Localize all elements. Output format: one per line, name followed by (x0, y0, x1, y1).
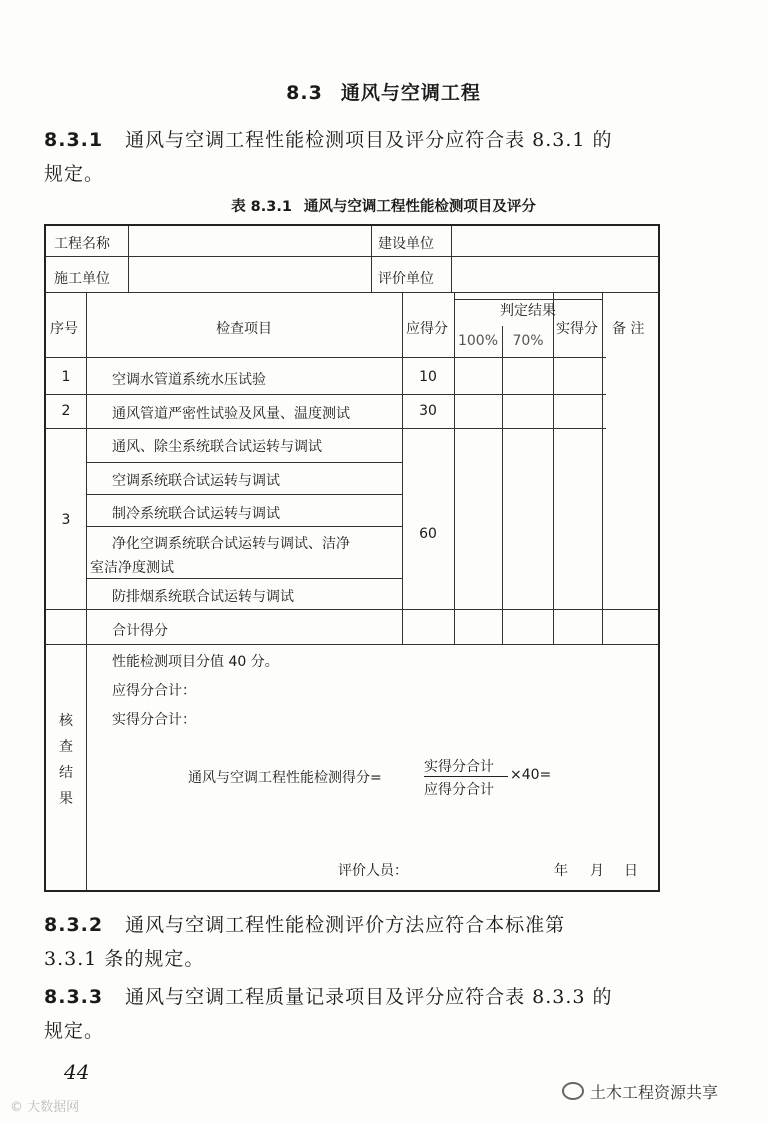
clause-number: 8.3.3 (44, 986, 104, 1008)
date-year: 年 (554, 863, 568, 879)
table-caption (0, 195, 767, 216)
section-heading (0, 78, 767, 105)
date-month: 月 (590, 863, 604, 879)
col-item: 检查项目 (216, 321, 272, 337)
col-remark: 备 注 (612, 321, 645, 337)
row1-item: 空调水管道系统水压试验 (112, 372, 266, 388)
watermark-left-text: 大数据网 (27, 1100, 80, 1115)
clause-text-line2: 规定。 (44, 163, 105, 185)
row3-item-4-cont: 室洁净度测试 (90, 560, 174, 576)
clause-text-line2: 3.3.1 条的规定。 (44, 948, 205, 970)
row3-item-3: 制冷系统联合试运转与调试 (112, 506, 280, 522)
construction-unit-label: 建设单位 (378, 236, 434, 252)
wechat-icon (562, 1082, 584, 1100)
watermark-left (10, 1096, 79, 1115)
clause-text-line2: 规定。 (44, 1020, 105, 1042)
clause-number: 8.3.1 (44, 129, 104, 151)
watermark-left-icon: © (10, 1100, 23, 1115)
row3-seq: 3 (61, 512, 71, 528)
section-number: 8.3 (286, 82, 323, 104)
clause-text-line1: 通风与空调工程性能检测项目及评分应符合表 8.3.1 的 (125, 129, 613, 151)
watermark-right (562, 1080, 718, 1103)
review-line2: 应得分合计： (112, 683, 196, 699)
col-70: 70% (512, 333, 544, 349)
fraction-bar (424, 776, 508, 777)
evaluation-unit-label: 评价单位 (378, 271, 434, 287)
review-label-4: 果 (59, 791, 73, 807)
review-label-3: 结 (59, 765, 73, 781)
row3-score: 60 (419, 526, 437, 542)
row3-item-1: 通风、除尘系统联合试运转与调试 (112, 439, 322, 455)
row3-item-2: 空调系统联合试运转与调试 (112, 473, 280, 489)
col-100: 100% (457, 333, 499, 349)
review-line1: 性能检测项目分值 40 分。 (112, 654, 279, 670)
clause-8-3-2 (44, 908, 684, 976)
row2-item: 通风管道严密性试验及风量、温度测试 (112, 406, 350, 422)
clause-8-3-3 (44, 980, 684, 1048)
table-title: 通风与空调工程性能检测项目及评分 (303, 199, 536, 215)
row2-score: 30 (419, 403, 437, 419)
builder-label: 施工单位 (54, 271, 110, 287)
evaluator-label: 评价人员： (338, 863, 408, 879)
review-label-1: 核 (59, 713, 73, 729)
col-seq: 序号 (50, 321, 78, 337)
review-label-2: 查 (59, 739, 73, 755)
clause-number: 8.3.2 (44, 914, 104, 936)
clause-text-line1: 通风与空调工程质量记录项目及评分应符合表 8.3.3 的 (125, 986, 613, 1008)
formula-denominator: 应得分合计 (424, 782, 494, 798)
row1-score: 10 (419, 369, 437, 385)
col-should: 应得分 (406, 321, 448, 337)
project-name-label: 工程名称 (54, 236, 110, 252)
row1-seq: 1 (61, 369, 71, 385)
formula-numerator: 实得分合计 (424, 759, 494, 775)
section-title: 通风与空调工程 (340, 82, 481, 104)
clause-text-line1: 通风与空调工程性能检测评价方法应符合本标准第 (125, 914, 566, 936)
table-number: 表 8.3.1 (231, 199, 292, 215)
row2-seq: 2 (61, 403, 71, 419)
review-line3: 实得分合计： (112, 712, 196, 728)
score-table (44, 224, 660, 892)
col-actual: 实得分 (556, 321, 598, 337)
col-judgement: 判定结果 (500, 303, 556, 319)
row3-item-4: 净化空调系统联合试运转与调试、洁净 (112, 536, 350, 552)
page-number: 44 (64, 1060, 90, 1084)
total-label: 合计得分 (112, 623, 168, 639)
clause-8-3-1 (44, 123, 684, 191)
formula-left: 通风与空调工程性能检测得分= (188, 770, 382, 786)
formula-right: ×40= (510, 767, 552, 783)
date-day: 日 (624, 863, 638, 879)
watermark-right-text: 土木工程资源共享 (590, 1083, 719, 1102)
row3-item-5: 防排烟系统联合试运转与调试 (112, 589, 294, 605)
